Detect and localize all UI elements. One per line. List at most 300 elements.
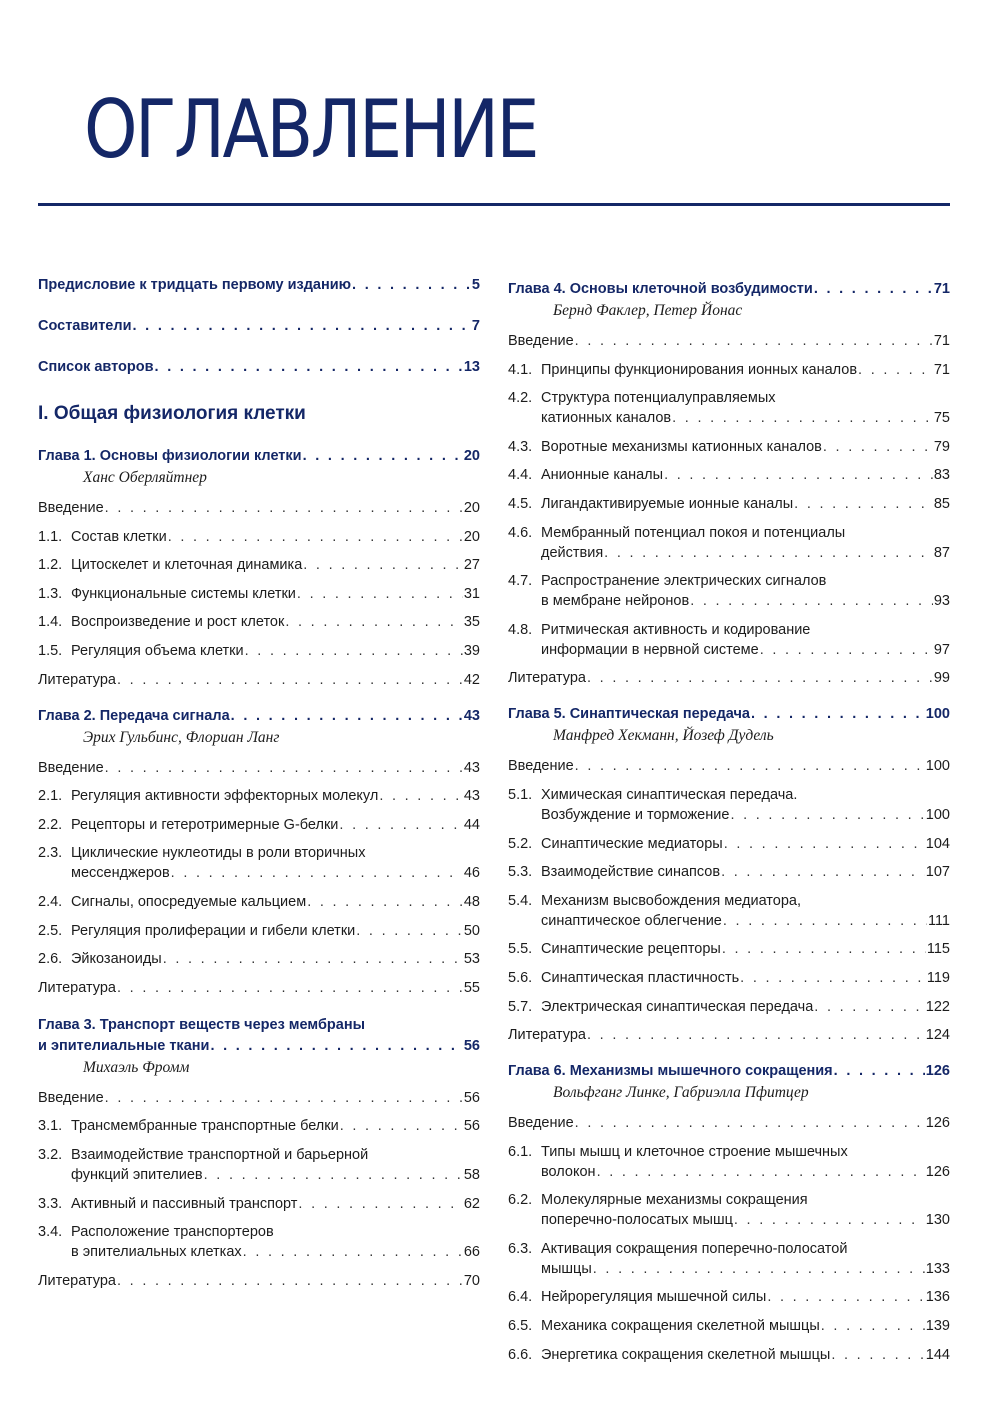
entry-title: Цитоскелет и клеточная динамика (71, 557, 303, 574)
entry-title-line: Взаимодействие транспортной и барьерной (71, 1146, 369, 1163)
entry-title: Введение (508, 333, 574, 349)
toc-left-column (38, 275, 480, 1307)
chapter-title[interactable] (508, 279, 950, 299)
toc-page-number: 58 (463, 1166, 480, 1183)
entry-continuation[interactable] (508, 1162, 950, 1182)
leader-dots (307, 892, 463, 912)
toc-page-number: 13 (463, 359, 480, 375)
entry-number: 5.6. (508, 969, 533, 986)
toc-page-number: 43 (463, 707, 480, 724)
toc-page-number: 99 (933, 670, 950, 687)
toc-front-authors[interactable] (38, 357, 480, 377)
leader-dots (298, 1194, 462, 1214)
entry-title: действия (541, 544, 604, 561)
toc-page-number: 71 (933, 361, 950, 378)
leader-dots (751, 704, 925, 724)
toc-page-number: 100 (925, 758, 950, 775)
toc-page-number: 119 (926, 969, 950, 986)
toc-entry[interactable] (508, 891, 950, 931)
toc-page-number: 93 (933, 593, 950, 610)
toc-page-number: 44 (463, 816, 480, 833)
entry-number: 2.5. (38, 922, 63, 939)
toc-entry[interactable] (508, 388, 950, 428)
entry-title-line: Структура потенциалуправляемых (541, 390, 776, 407)
entry-title: в мембране нейронов (541, 593, 690, 610)
entry-title: Глава 1. Основы физиологии клетки (38, 448, 302, 464)
chapter-1 (38, 446, 480, 690)
toc-entry[interactable] (38, 1222, 480, 1262)
toc-entry-literature[interactable] (508, 1025, 950, 1045)
toc-entry[interactable] (38, 641, 480, 661)
toc-page-number: 42 (463, 671, 480, 688)
toc-page-number: 5 (471, 277, 480, 293)
toc-entry-literature[interactable] (38, 670, 480, 690)
entry-continuation[interactable] (508, 911, 950, 931)
entry-title-line: Распространение электрических сигналов (541, 573, 827, 590)
entry-number: 4.3. (508, 438, 533, 455)
toc-entry[interactable] (38, 892, 480, 912)
toc-entry[interactable] (508, 785, 950, 825)
toc-entry[interactable] (508, 437, 950, 457)
entry-title: Воспроизведение и рост клеток (71, 614, 285, 631)
chapter-authors: Манфред Хекманн, Йозеф Дудель (553, 727, 774, 745)
entry-title: Глава 4. Основы клеточной возбудимости (508, 281, 813, 297)
toc-entry[interactable] (508, 620, 950, 660)
entry-number: 3.4. (38, 1224, 63, 1241)
toc-page-number: 31 (463, 585, 480, 602)
leader-dots (105, 758, 463, 778)
entry-number: 1.5. (38, 642, 63, 659)
leader-dots (117, 670, 463, 690)
entry-title: волокон (541, 1163, 596, 1180)
toc-entry[interactable] (38, 584, 480, 604)
chapter-title[interactable] (508, 1061, 950, 1081)
entry-title-line: Типы мышц и клеточное строение мышечных (541, 1143, 848, 1160)
toc-entry[interactable] (508, 465, 950, 485)
entry-line (508, 1190, 950, 1210)
toc-page-number: 20 (463, 448, 480, 464)
toc-page-number: 87 (933, 544, 950, 561)
toc-page-number: 46 (463, 865, 480, 882)
leader-dots (575, 756, 925, 776)
page-title: ОГЛАВЛЕНИЕ (84, 83, 537, 176)
entry-number: 2.4. (38, 893, 63, 910)
leader-dots (340, 1116, 463, 1136)
entry-title: Возбуждение и торможение (541, 806, 730, 823)
entry-title: Эйкозаноиды (71, 951, 162, 968)
entry-number: 1.2. (38, 557, 63, 574)
leader-dots (730, 805, 924, 825)
leader-dots (587, 1025, 925, 1045)
entry-title: и эпителиальные ткани (38, 1037, 210, 1054)
entry-title: Синаптические медиаторы (541, 835, 723, 852)
entry-title: Введение (38, 759, 104, 776)
entry-title: в эпителиальных клетках (71, 1244, 242, 1261)
leader-dots (210, 1036, 462, 1056)
entry-title: Рецепторы и гетеротримерные G-белки (71, 816, 339, 833)
toc-page-number: 70 (463, 1272, 480, 1289)
toc-page-number: 126 (925, 1163, 950, 1180)
chapter-title[interactable] (38, 706, 480, 726)
entry-title: Введение (38, 500, 104, 516)
toc-entry[interactable] (38, 1145, 480, 1185)
entry-number: 3.1. (38, 1118, 63, 1135)
entry-title-line: Циклические нуклеотиды в роли вторичных (71, 845, 366, 862)
entry-number: 2.3. (38, 845, 63, 862)
toc-front-compilers[interactable] (38, 316, 480, 336)
toc-page-number: 56 (463, 1118, 480, 1135)
entry-continuation[interactable] (38, 863, 480, 883)
toc-entry[interactable] (508, 862, 950, 882)
toc-page-number: 53 (463, 951, 480, 968)
leader-dots (339, 815, 462, 835)
toc-right-column (508, 279, 950, 1381)
toc-entry[interactable] (38, 843, 480, 883)
entry-number: 6.3. (508, 1240, 533, 1257)
entry-title: Литература (38, 671, 116, 688)
toc-entry[interactable] (38, 786, 480, 806)
toc-page-number: 56 (463, 1037, 480, 1054)
leader-dots (105, 498, 463, 518)
toc-entry[interactable] (508, 997, 950, 1017)
entry-title: Синаптические рецепторы (541, 941, 721, 958)
entry-title: Взаимодействие синапсов (541, 864, 721, 881)
entry-continuation[interactable] (38, 1242, 480, 1262)
toc-entry[interactable] (38, 1194, 480, 1214)
leader-dots (721, 862, 925, 882)
toc-page-number: 20 (463, 528, 480, 545)
toc-page-number: 133 (925, 1260, 950, 1277)
toc-page-number: 7 (471, 318, 480, 334)
leader-dots (734, 1210, 925, 1230)
entry-number: 4.8. (508, 621, 533, 638)
toc-entry[interactable] (508, 1142, 950, 1182)
chapter-6 (508, 1061, 950, 1365)
chapter-4 (508, 279, 950, 688)
entry-line (38, 1145, 480, 1165)
entry-title: Анионные каналы (541, 467, 664, 484)
entry-number: 5.1. (508, 786, 533, 803)
toc-page-number: 75 (933, 410, 950, 427)
entry-number: 2.1. (38, 788, 63, 805)
toc-entry[interactable] (508, 1287, 950, 1307)
toc-page-number: 39 (463, 642, 480, 659)
toc-entry-literature[interactable] (508, 668, 950, 688)
entry-title-line: Механизм высвобождения медиатора, (541, 892, 802, 909)
toc-front-label: Список авторов (38, 359, 154, 375)
toc-front-label: Предисловие к тридцать первому изданию (38, 277, 352, 293)
entry-title: синаптическое облегчение (541, 912, 722, 929)
leader-dots (285, 612, 463, 632)
leader-dots (593, 1259, 925, 1279)
toc-page-number: 66 (463, 1244, 480, 1261)
leader-dots (243, 1242, 463, 1262)
leader-dots (823, 437, 933, 457)
entry-title: Литература (38, 1272, 116, 1289)
toc-page-number: 35 (463, 614, 480, 631)
leader-dots (231, 706, 463, 726)
entry-number: 6.2. (508, 1192, 533, 1209)
title-rule (38, 203, 950, 206)
entry-title: катионных каналов (541, 410, 672, 427)
chapter-authors: Михаэль Фромм (83, 1058, 190, 1076)
entry-title-line: Молекулярные механизмы сокращения (541, 1192, 808, 1209)
entry-number: 4.2. (508, 390, 533, 407)
entry-title: Нейрорегуляция мышечной силы (541, 1289, 767, 1306)
entry-line (38, 843, 480, 863)
entry-title: Синаптическая пластичность (541, 969, 740, 986)
entry-line (38, 1222, 480, 1242)
entry-number: 1.1. (38, 528, 63, 545)
part-title: I. Общая физиология клетки (38, 403, 306, 424)
chapter-authors: Вольфганг Линке, Габриэлла Пфитцер (553, 1084, 809, 1102)
entry-title: Регуляция пролиферации и гибели клетки (71, 922, 356, 939)
entry-title: Литература (508, 670, 586, 687)
leader-dots (723, 911, 927, 931)
toc-entry[interactable] (508, 1316, 950, 1336)
chapter-authors: Эрих Гульбинс, Флориан Ланг (83, 728, 280, 746)
toc-page-number: 55 (463, 979, 480, 996)
entry-number: 3.3. (38, 1195, 63, 1212)
leader-dots (821, 1316, 925, 1336)
toc-page-number: 79 (933, 438, 950, 455)
leader-dots (604, 543, 933, 563)
toc-page-number: 111 (927, 912, 950, 929)
toc-page-number: 71 (933, 281, 950, 297)
entry-number: 6.6. (508, 1346, 533, 1363)
entry-number: 5.5. (508, 941, 533, 958)
leader-dots (105, 1088, 463, 1108)
entry-title: Введение (508, 1115, 574, 1132)
leader-dots (303, 446, 463, 466)
entry-line (508, 571, 950, 591)
leader-dots (858, 360, 933, 380)
leader-dots (297, 584, 463, 604)
chapter-authors: Ханс Оберляйтнер (83, 469, 207, 486)
entry-title: Трансмембранные транспортные белки (71, 1118, 339, 1135)
toc-entry[interactable] (508, 1190, 950, 1230)
toc-page-number: 27 (463, 557, 480, 574)
toc-front-label: Составители (38, 318, 132, 334)
entry-number: 6.1. (508, 1143, 533, 1160)
toc-entry-intro[interactable] (38, 758, 480, 778)
toc-entry[interactable] (508, 939, 950, 959)
toc-page-number: 124 (925, 1027, 950, 1044)
entry-number: 4.5. (508, 495, 533, 512)
entry-number: 2.2. (38, 816, 63, 833)
toc-entry[interactable] (38, 555, 480, 575)
entry-number: 5.7. (508, 998, 533, 1015)
toc-entry-intro[interactable] (508, 331, 950, 351)
chapter-2 (38, 706, 480, 998)
toc-entry[interactable] (508, 968, 950, 988)
leader-dots (575, 1113, 925, 1133)
entry-title: Литература (508, 1027, 586, 1044)
entry-title: Глава 6. Механизмы мышечного сокращения (508, 1063, 833, 1080)
toc-page-number: 130 (925, 1212, 950, 1229)
entry-title: информации в нервной системе (541, 641, 759, 658)
chapter-title-line: Глава 3. Транспорт веществ через мембраны (38, 1016, 365, 1033)
toc-page-number: 62 (463, 1195, 480, 1212)
toc-page-number: 43 (463, 759, 480, 776)
toc-page-number: 48 (463, 893, 480, 910)
entry-title: Литература (38, 979, 116, 996)
entry-line (508, 1239, 950, 1259)
leader-dots (168, 527, 463, 547)
leader-dots (672, 408, 933, 428)
leader-dots (722, 939, 926, 959)
toc-entry[interactable] (38, 527, 480, 547)
entry-title: Регуляция объема клетки (71, 642, 244, 659)
toc-page-number: 122 (925, 998, 950, 1015)
entry-number: 3.2. (38, 1146, 63, 1163)
toc-entry[interactable] (38, 921, 480, 941)
entry-title: Лигандактивируемые ионные каналы (541, 495, 794, 512)
entry-title: мышцы (541, 1260, 592, 1277)
leader-dots (664, 465, 933, 485)
entry-line (508, 891, 950, 911)
entry-number: 6.4. (508, 1289, 533, 1306)
toc-page-number: 100 (925, 706, 950, 723)
toc-page-number: 71 (933, 333, 950, 349)
toc-front-preface[interactable] (38, 275, 480, 295)
entry-title: поперечно-полосатых мышц (541, 1212, 733, 1229)
leader-dots (163, 949, 463, 969)
toc-entry[interactable] (508, 1345, 950, 1365)
entry-number: 5.4. (508, 892, 533, 909)
leader-dots (814, 997, 925, 1017)
entry-line (508, 620, 950, 640)
entry-title-line: Химическая синаптическая передача. (541, 786, 798, 803)
entry-title-line: Мембранный потенциал покоя и потенциалы (541, 524, 846, 541)
entry-title: Энергетика сокращения скелетной мышцы (541, 1346, 831, 1363)
entry-number: 5.3. (508, 864, 533, 881)
toc-page-number: 20 (463, 500, 480, 516)
entry-continuation[interactable] (508, 640, 950, 660)
leader-dots (760, 640, 933, 660)
toc-entry[interactable] (38, 612, 480, 632)
leader-dots (155, 357, 463, 377)
toc-page-number: 136 (925, 1289, 950, 1306)
leader-dots (204, 1165, 463, 1185)
toc-entry[interactable] (38, 1116, 480, 1136)
chapter-5 (508, 704, 950, 1045)
toc-entry-intro[interactable] (38, 498, 480, 518)
entry-title: мессенджеров (71, 865, 170, 882)
leader-dots (834, 1061, 925, 1081)
toc-entry-intro[interactable] (508, 1113, 950, 1133)
entry-continuation[interactable] (508, 1210, 950, 1230)
entry-title: Глава 5. Синаптическая передача (508, 706, 750, 723)
entry-title: Электрическая синаптическая передача (541, 998, 814, 1015)
toc-entry-literature[interactable] (38, 1271, 480, 1291)
entry-title: Активный и пассивный транспорт (71, 1195, 298, 1212)
toc-entry[interactable] (508, 360, 950, 380)
toc-entry-literature[interactable] (38, 978, 480, 998)
entry-title-line: Ритмическая активность и кодирование (541, 621, 811, 638)
entry-title: функций эпителиев (71, 1166, 203, 1183)
entry-line (508, 785, 950, 805)
entry-number: 5.2. (508, 835, 533, 852)
toc-page-number: 144 (925, 1346, 950, 1363)
toc-page-number: 43 (463, 788, 480, 805)
toc-entry-intro[interactable] (38, 1088, 480, 1108)
entry-number: 4.1. (508, 361, 533, 378)
toc-entry-intro[interactable] (508, 756, 950, 776)
entry-title: Сигналы, опосредуемые кальцием (71, 893, 307, 910)
entry-title: Принципы функционирования ионных каналов (541, 361, 858, 378)
chapter-3 (38, 1014, 480, 1291)
toc-page-number: 126 (925, 1115, 950, 1132)
entry-title: Воротные механизмы катионных каналов (541, 438, 822, 455)
chapter-title[interactable] (38, 1036, 480, 1056)
leader-dots (794, 494, 933, 514)
toc-page-number: 107 (925, 864, 950, 881)
toc-entry[interactable] (508, 523, 950, 563)
leader-dots (690, 591, 933, 611)
leader-dots (740, 968, 926, 988)
toc-entry[interactable] (508, 1239, 950, 1279)
entry-line (508, 523, 950, 543)
leader-dots (597, 1162, 925, 1182)
entry-number: 1.3. (38, 585, 63, 602)
chapter-title[interactable] (38, 446, 480, 466)
toc-entry[interactable] (508, 494, 950, 514)
toc-page-number: 56 (463, 1089, 480, 1106)
entry-title: Механика сокращения скелетной мышцы (541, 1318, 820, 1335)
toc-page-number: 115 (926, 941, 950, 958)
leader-dots (814, 279, 933, 299)
entry-continuation[interactable] (38, 1165, 480, 1185)
leader-dots (379, 786, 463, 806)
leader-dots (117, 1271, 463, 1291)
toc-page-number: 126 (925, 1063, 950, 1080)
leader-dots (171, 863, 463, 883)
entry-continuation[interactable] (508, 408, 950, 428)
toc-page-number: 139 (925, 1318, 950, 1335)
toc-page-number: 104 (925, 835, 950, 852)
entry-continuation[interactable] (508, 591, 950, 611)
entry-line (508, 1142, 950, 1162)
toc-entry[interactable] (38, 949, 480, 969)
leader-dots (831, 1345, 924, 1365)
toc-page-number: 100 (925, 806, 950, 823)
toc-entry[interactable] (38, 815, 480, 835)
chapter-title[interactable] (508, 704, 950, 724)
entry-title-line: Расположение транспортеров (71, 1224, 274, 1241)
leader-dots (587, 668, 933, 688)
leader-dots (356, 921, 463, 941)
entry-title: Введение (508, 758, 574, 775)
entry-number: 2.6. (38, 951, 63, 968)
toc-entry[interactable] (508, 571, 950, 611)
toc-page-number: 97 (933, 641, 950, 658)
entry-continuation[interactable] (508, 805, 950, 825)
entry-title-line: Активация сокращения поперечно-полосатой (541, 1240, 848, 1257)
leader-dots (117, 978, 463, 998)
entry-title: Регуляция активности эффекторных молекул (71, 788, 379, 805)
entry-continuation[interactable] (508, 543, 950, 563)
entry-continuation[interactable] (508, 1259, 950, 1279)
toc-entry[interactable] (508, 834, 950, 854)
leader-dots (575, 331, 933, 351)
leader-dots (133, 316, 471, 336)
leader-dots (245, 641, 463, 661)
leader-dots (303, 555, 463, 575)
toc-page-number: 50 (463, 922, 480, 939)
entry-number: 4.7. (508, 573, 533, 590)
chapter-authors: Бернд Факлер, Петер Йонас (553, 302, 743, 319)
